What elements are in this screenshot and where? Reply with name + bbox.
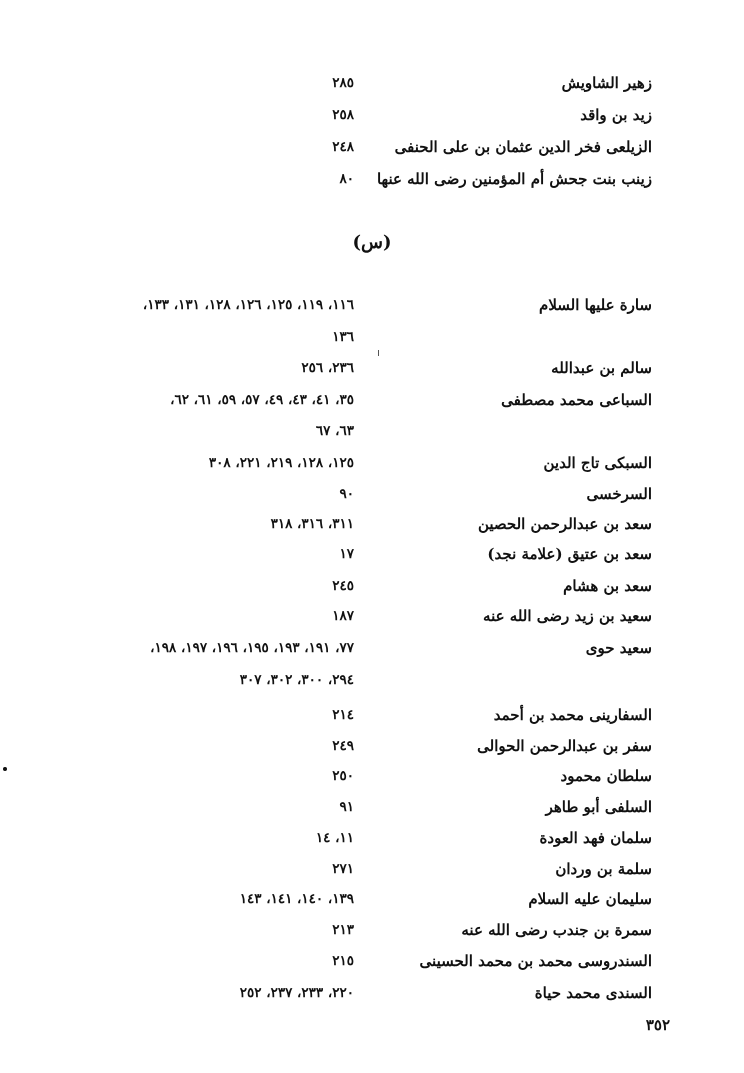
index-entry <box>96 731 652 761</box>
index-entry <box>96 946 652 976</box>
entry-pages: ٢٥٠ <box>332 768 354 784</box>
entry-name: السباعى محمد مصطفى <box>501 391 652 409</box>
index-entry <box>96 448 652 478</box>
entry-pages: ١٣٩، ١٤٠، ١٤١، ١٤٣ <box>239 891 354 907</box>
entry-pages: ٢٤٨ <box>332 139 354 155</box>
index-entry <box>96 792 652 822</box>
entry-pages: ٧٧، ١٩١، ١٩٣، ١٩٥، ١٩٦، ١٩٧، ١٩٨، <box>150 640 354 656</box>
index-entry <box>96 978 652 1008</box>
entry-pages: ١٨٧ <box>332 608 354 624</box>
entry-name: سعد بن عبدالرحمن الحصين <box>477 515 652 533</box>
index-entry <box>96 68 652 98</box>
index-entry <box>96 322 652 352</box>
index-entry <box>96 416 652 446</box>
index-entry <box>96 132 652 162</box>
entry-pages: ٢١٣ <box>332 922 354 938</box>
entry-pages: ٢٨٥ <box>332 75 354 91</box>
entry-name: زيد بن واقد <box>580 106 652 124</box>
page-number: ٣٥٢ <box>645 1016 670 1034</box>
entry-pages: ٢١٥ <box>332 953 354 969</box>
index-entry <box>96 479 652 509</box>
entry-name: سعيد بن زيد رضى الله عنه <box>483 607 652 625</box>
entry-name: زهير الشاويش <box>561 74 652 92</box>
scan-speck <box>3 767 7 771</box>
index-entry <box>96 353 652 383</box>
entry-name: السلفى أبو طاهر <box>545 798 652 816</box>
entry-pages: ٩٠ <box>339 486 354 502</box>
index-entry <box>96 601 652 631</box>
index-entry <box>96 100 652 130</box>
entry-pages: ٩١ <box>339 799 354 815</box>
entry-pages: ١١، ١٤ <box>315 830 354 846</box>
entry-name: سليمان عليه السلام <box>528 890 652 908</box>
entry-name: سفر بن عبدالرحمن الحوالى <box>477 737 652 755</box>
entry-name: سلمة بن وردان <box>555 860 652 878</box>
index-entry <box>96 509 652 539</box>
index-entry <box>96 385 652 415</box>
entry-pages: ٢٤٥ <box>332 578 354 594</box>
index-entry <box>96 700 652 730</box>
entry-pages: ١٧ <box>339 546 354 562</box>
index-entry <box>96 290 652 320</box>
index-entry <box>96 823 652 853</box>
entry-pages: ٢٤٩ <box>332 738 354 754</box>
entry-pages: ٢١٤ <box>332 707 354 723</box>
entry-pages: ١١٦، ١١٩، ١٢٥، ١٢٦، ١٢٨، ١٣١، ١٣٣، <box>142 297 354 313</box>
index-entry <box>96 854 652 884</box>
index-entry <box>96 761 652 791</box>
entry-pages: ٢٥٨ <box>332 107 354 123</box>
entry-pages: ٢٢٠، ٢٣٣، ٢٣٧، ٢٥٢ <box>239 985 354 1001</box>
section-heading-sin: (س) <box>352 232 392 253</box>
index-entry <box>96 539 652 569</box>
entry-name: السفارينى محمد بن أحمد <box>493 706 652 724</box>
entry-name: سعيد حوى <box>585 639 652 657</box>
entry-pages: ٨٠ <box>339 171 354 187</box>
entry-name: السرخسى <box>586 485 652 503</box>
entry-name: سمرة بن جندب رضى الله عنه <box>461 921 652 939</box>
entry-name: سلمان فهد العودة <box>539 829 652 847</box>
entry-pages: ٢٣٦، ٢٥٦ <box>301 360 354 376</box>
index-entry <box>96 884 652 914</box>
entry-pages: ١٢٥، ١٢٨، ٢١٩، ٢٢١، ٣٠٨ <box>208 455 354 471</box>
entry-name: سعد بن عتيق (علامة نجد) <box>487 545 652 563</box>
index-entry <box>96 633 652 663</box>
entry-pages: ٣١١، ٣١٦، ٣١٨ <box>270 516 354 532</box>
entry-name: السندى محمد حياة <box>534 984 652 1002</box>
entry-pages: ٦٣، ٦٧ <box>315 423 354 439</box>
entry-pages: ٢٧١ <box>332 861 354 877</box>
index-entry <box>96 915 652 945</box>
entry-name: سلطان محمود <box>560 767 652 785</box>
scan-mark <box>378 350 379 356</box>
entry-pages: ٣٥، ٤١، ٤٣، ٤٩، ٥٧، ٥٩، ٦١، ٦٢، <box>170 392 354 408</box>
entry-name: سارة عليها السلام <box>539 296 652 314</box>
index-entry <box>96 164 652 194</box>
entry-name: سالم بن عبدالله <box>551 359 652 377</box>
entry-name: زينب بنت جحش أم المؤمنين رضى الله عنها <box>376 170 652 188</box>
entry-pages: ١٣٦ <box>332 329 354 345</box>
index-entry <box>96 571 652 601</box>
entry-name: سعد بن هشام <box>563 577 652 595</box>
index-entry <box>96 665 652 695</box>
entry-name: الزيلعى فخر الدين عثمان بن على الحنفى <box>394 138 652 156</box>
entry-name: السبكى تاج الدين <box>543 454 652 472</box>
entry-pages: ٢٩٤، ٣٠٠، ٣٠٢، ٣٠٧ <box>239 672 354 688</box>
entry-name: السندروسى محمد بن محمد الحسينى <box>419 952 652 970</box>
